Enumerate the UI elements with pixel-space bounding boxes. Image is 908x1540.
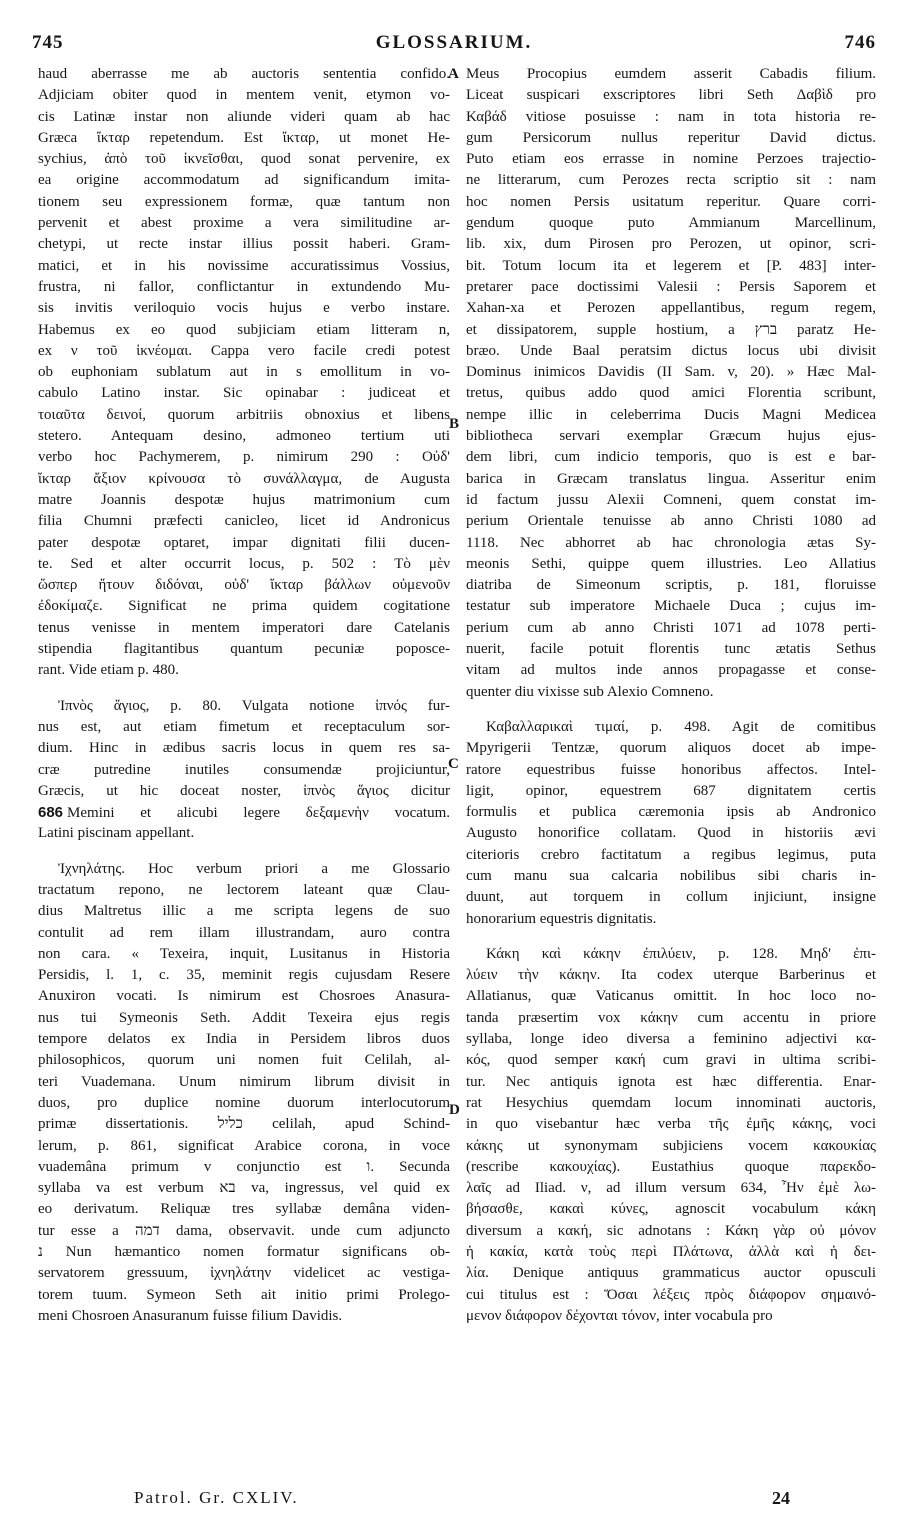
left-column-line: matre Joannis despotæ hujus matrimonium cum	[38, 491, 450, 508]
right-column-line: Καβάδ vitiose posuisse : nam in tota historia re-	[466, 108, 876, 125]
right-column-line: bit. Totum locum ita et legerem et [P. 483] inter-	[466, 257, 876, 274]
left-column-line: filia Chumni præfecti canicleo, licet id Andronicus	[38, 513, 450, 530]
left-column-line: nus est, aut etiam fimetum et receptaculum sor-	[38, 718, 450, 735]
left-column-line: teri Vuademana. Unum nimirum librum divisit in	[38, 1073, 450, 1090]
left-column-line: syllaba va est verbum בא va, ingressus, vel quid ex	[38, 1180, 450, 1197]
left-column-line: primæ dissertationis. כליל celilah, apud Schind-	[38, 1116, 450, 1133]
right-column-line: tur. Nec antiquis ignota est hæc differentia. Enar-	[466, 1073, 876, 1090]
left-column-line: rant. Vide etiam p. 480.	[38, 662, 179, 679]
paragraph-gap	[38, 682, 450, 696]
right-column-line: duunt, aut torquem in collum injiciunt, insigne	[466, 889, 876, 906]
right-column-line: hoc nomen Persis usitatum reperitur. Quare corri-	[466, 193, 876, 210]
left-column-line: cræ putredine inutiles consumendæ projiciuntur,	[38, 761, 450, 778]
left-column-line: Adjiciam obiter quod in mentem venit, etymon vo-	[38, 87, 450, 104]
left-column-line: dium. Hinc in ædibus sacris locus in quem res sa-	[38, 740, 450, 757]
right-column-line: Καβαλλαρικαὶ τιμαί, p. 498. Agit de comitibus	[486, 718, 876, 735]
left-column-line: dius Maltretus illic a me scripta legens de suo	[38, 903, 450, 920]
right-column-line: perium Orientale tenuisse ab anno Christi 1080 ad	[466, 513, 876, 530]
right-column-line: βήσασθε, κακαὶ κύνες, agnoscit vocabulum κάκη	[466, 1201, 876, 1218]
right-column-line: κάκης ut synonymam subjiciens vocem κακουκίας	[466, 1137, 876, 1154]
page-number-right: 746	[844, 32, 876, 53]
right-column-line: formulis et publica cæremonia ipsis ab Andronico	[466, 804, 876, 821]
left-column-line: ex ν τοῦ ἱκνέομαι. Cappa vero facile credi potest	[38, 342, 450, 359]
left-column-line: nus tui Symeonis Seth. Addit Texeira ejus regis	[38, 1009, 450, 1026]
right-column-line: ἡ κακία, κατὰ τοὺς περὶ Πλάτωνα, ἀλλὰ καὶ ἡ δει-	[466, 1244, 876, 1261]
left-column-line: eo derivatum. Reliquæ tres syllabæ demâna viden-	[38, 1201, 450, 1218]
left-column-line: verbo hoc Pachymerem, p. nimirum 290 : Οὐδ'	[38, 449, 450, 466]
right-column-line: et dissipatorem, supple hostium, a ברץ paratz He-	[466, 321, 876, 338]
right-column-line: Xahan-xa et Perozen appellantibus, regum regem,	[466, 300, 876, 317]
paragraph-gap	[38, 845, 450, 859]
right-column-line: quenter diu vixisse sub Alexio Comneno.	[466, 683, 714, 700]
right-column-line: λύειν τὴν κάκην. Ita codex uterque Barberinus et	[466, 967, 876, 984]
left-column-line: Græcis, ut hic doceat noster, ἰπνὸς ἅγιος dicitur	[38, 782, 450, 799]
right-column-line: λαῖς ad Iliad. ν, ad illum versum 634, Ἦν ἐμὲ λω-	[466, 1180, 876, 1197]
paragraph-gap	[466, 930, 876, 944]
right-column-line: ratore equestribus fuisse honoribus affectos. Intel-	[466, 761, 876, 778]
right-column-line: barica in Græcam translatus lingua. Asseritur enim	[466, 470, 876, 487]
left-column-line: stetero. Antequam desino, admoneo tertium uti	[38, 428, 450, 445]
left-column-line: tenus venisse in mentem imperatori dare Catelanis	[38, 619, 450, 636]
left-column-line: ἴκταρ ἄξιον κρίνουσα τὸ συνάλλαγμα, de Augusta	[38, 470, 450, 487]
right-column-line: nempe illic in celeberrima Ducis Magni Medicea	[466, 406, 876, 423]
right-column-line: in quo visebantur hæc verba τῆς ἐμῆς κάκης, voci	[466, 1116, 876, 1133]
right-column-line: diversum a κακή, sic adnotans : Κάκη γὰρ οὐ μόνον	[466, 1222, 876, 1239]
left-column-line: te. Sed et alter occurrit locus, p. 502 : Τὸ μὲν	[38, 555, 450, 572]
left-column-line: נ Nun hæmantico nomen formatur significans ob-	[38, 1244, 450, 1261]
right-column-line: rat Hesychius quemdam locum innominati auctoris,	[466, 1094, 876, 1111]
left-column-line: stipendia flagitantibus quantum pecuniæ poposce-	[38, 641, 450, 658]
left-column	[38, 64, 450, 1327]
margin-letter-a: A	[448, 66, 459, 82]
right-column-line: vitam ad multos inde annos propagasse et conse-	[466, 662, 876, 679]
right-column-line: pretarer pace doctissimi Valesii : Persis Saporem et	[466, 278, 876, 295]
left-column-line: matici, et in his novissime accuratissimus Vossius,	[38, 257, 450, 274]
right-column-line: 1118. Nec abhorret ab hac chronologia ætas Sy-	[466, 534, 876, 551]
left-column-line: cabulo Latino instar. Sic opinabar : judiceat et	[38, 385, 450, 402]
left-column-line: Ἰχνηλάτης. Hoc verbum priori a me Glossario	[58, 860, 450, 877]
right-column-line: κός, quod semper κακή cum gravi in ultima scribi-	[466, 1052, 876, 1069]
right-column-line: tanda præsertim vox κάκην cum accentu in priore	[466, 1009, 876, 1026]
left-column-line: vuademâna primum v conjunctio est ו. Secunda	[38, 1158, 450, 1175]
left-column-line: pervenit et abest proxime a vera similitudine ar-	[38, 215, 450, 232]
right-column-line: Mpyrigerii Tentzæ, quorum aliquos docet ab impe-	[466, 740, 876, 757]
left-column-line: contulit ad rem illam illustrandam, auro contra	[38, 924, 450, 941]
left-column-line: haud aberrasse me ab auctoris sententia confido.	[38, 66, 450, 82]
paragraph-gap	[466, 703, 876, 717]
right-column-line: bræo. Unde Baal peratsim dictus locus ubi divisit	[466, 342, 876, 359]
left-column-line: 686 Memini et alicubi legere δεξαμενὴν vocatum.	[38, 804, 450, 822]
running-head	[32, 32, 876, 62]
right-column-line: gendum quoque puto Ammianum Marcellinum,	[466, 215, 876, 232]
left-column-line: Græca ἴκταρ repetendum. Est ἴκταρ, ut monet He-	[38, 129, 450, 146]
right-column-line: Allatianus, quæ Vaticanus omittit. In hoc loco no-	[466, 988, 876, 1005]
right-column-line: bibliotheca servari exemplar Græcum hujus ejus-	[466, 428, 876, 445]
left-column-line: pater despotæ optaret, impar dignitati filii ducen-	[38, 534, 450, 551]
left-column-line: frustra, ni fallor, conflictantur in extundendo Mu-	[38, 278, 450, 295]
right-column-line: cum manu sua calcaria nobilibus sibi charis in-	[466, 867, 876, 884]
right-column-line: diatriba de Simeonum scriptis, p. 181, floruisse	[466, 577, 876, 594]
left-column-line: lerum, p. 861, significat Arabice corona, in voce	[38, 1137, 450, 1154]
right-column-line: nuerit, facile potuit florentis tunc ætatis Sethus	[466, 641, 876, 658]
left-column-line: philosophicos, quorum uni nomen fuit Celilah, al-	[38, 1052, 450, 1069]
right-column-line: cui titulus est : Ὅσαι λέξεις πρὸς διάφορον σημαινό-	[466, 1286, 876, 1303]
left-column-line: chetypi, ut recte instar illius possit haberi. Gram-	[38, 236, 450, 253]
footer-signature: 24	[772, 1488, 790, 1508]
right-column-line: gum Persicorum nullus reperitur David dictus.	[466, 129, 876, 146]
left-column-line: cis Latinæ instar non aliunde videri quam ab hac	[38, 108, 450, 125]
footer-series: Patrol. Gr. CXLIV.	[134, 1488, 299, 1507]
left-column-line: Habemus ex eo quod subjiciam etiam litteram n,	[38, 321, 450, 338]
right-column-line: ligit, opinor, equestrem 687 dignitatem certis	[466, 782, 876, 799]
left-column-line: Anuxiron vocati. Is nimirum est Chosroes Anasura-	[38, 988, 450, 1005]
right-column-line: citerioris crebro factitatum a regibus legimus, puta	[466, 846, 876, 863]
right-column-line: testatur sub imperatore Michaele Duca ; cujus im-	[466, 598, 876, 615]
right-column-line: Puto etiam eos errasse in nomine Perzoes trajectio-	[466, 151, 876, 168]
left-column-line: duos, pro duplice nomine duorum interlocutorum	[38, 1094, 450, 1111]
left-column-line: tur esse a דמה dama, observavit. unde cum adjuncto	[38, 1222, 450, 1239]
page-number-left: 745	[32, 32, 64, 53]
margin-letter-d: D	[449, 1102, 460, 1118]
right-column-line: meonis Sethi, quippe quem illustries. Leo Allatius	[466, 555, 876, 572]
right-column-line: Augusto honorifice collatam. Quod in historiis ævi	[466, 825, 876, 842]
margin-letter-b: B	[449, 416, 460, 432]
left-column-line: tractatum repono, ne lectorem lateant quæ Clau-	[38, 881, 450, 898]
margin-letter-c: C	[448, 756, 459, 772]
left-column-line: ἐδοκίμαζε. Significat ne prima quidem cogitatione	[38, 598, 450, 615]
left-column-line: sis invitis veriloquio vocis hujus e verbo instare.	[38, 300, 450, 317]
page-title: GLOSSARIUM.	[375, 32, 533, 53]
left-column-line: sychius, ἀπὸ τοῦ ἱκνεῖσθαι, quod sonat pervenire, ex	[38, 151, 450, 168]
right-column-line: Dominus inimicos Davidis (II Sam. v, 20). » Hæc Mal-	[466, 364, 876, 381]
right-column-line: Liceat suspicari exscriptores libri Seth Δαβὶδ pro	[466, 87, 876, 104]
left-column-line: ea origine accommodatum ad significandum imita-	[38, 172, 450, 189]
left-column-line: τοιαῦτα δεινοί, quorum arbitriis obnoxius et libens	[38, 406, 450, 423]
right-column-line: Κάκη καὶ κάκην ἐπιλύειν, p. 128. Μηδ' ἐπι-	[486, 945, 876, 962]
left-column-line: servatorem gressuum, ἰχνηλάτην videlicet ac vestiga-	[38, 1265, 450, 1282]
left-column-line: tionem seu expressionem formæ, quæ tantum non	[38, 193, 450, 210]
left-column-line: Latini piscinam appellant.	[38, 825, 195, 842]
right-column-line: lib. xix, dum Pirosen pro Perozen, ut opinor, scri-	[466, 236, 876, 253]
right-column	[466, 64, 876, 1327]
right-column-line: tretus, quibus addo quod amici Florentia scribunt,	[466, 385, 876, 402]
left-column-line: torem tuum. Symeon Seth ait initio primi Prolego-	[38, 1286, 450, 1303]
left-column-line: ob euphoniam sublatum aut in s emollitum in vo-	[38, 364, 450, 381]
right-column-line: dem libri, cum indicio temporis, quo is est e bar-	[466, 449, 876, 466]
left-column-line: meni Chosroen Anasuranum fuisse filium Davidis.	[38, 1307, 343, 1324]
left-column-line: Ἰπνὸς ἅγιος, p. 80. Vulgata notione ἰπνός fur-	[58, 697, 450, 714]
left-column-line: ὥσπερ ἤτουν διδόναι, οὐδ' ἴκταρ βάλλων οὐμενοῦν	[38, 577, 450, 594]
right-column-line: ne litterarum, cum Perozes recta scriptio sit : nam	[466, 172, 876, 189]
right-column-line: syllaba, longe ideo diversa a feminino adjectivi κα-	[466, 1031, 876, 1048]
left-column-line: non cara. « Texeira, inquit, Lusitanus in Historia	[38, 945, 450, 962]
right-column-line: id factum jussu Alexii Comneni, quem constat im-	[466, 491, 876, 508]
right-column-line: (rescribe κακουχίας). Eustathius quoque παρεκδο-	[466, 1158, 876, 1175]
right-column-line: Meus Procopius eumdem asserit Cabadis filium.	[466, 66, 876, 82]
right-column-line: honorarium equestris dignitatis.	[466, 910, 657, 927]
column-number: 686	[38, 804, 64, 822]
right-column-line: λία. Denique antiquus grammaticus auctor opusculi	[466, 1265, 876, 1282]
right-column-line: μενον διάφορον δέχονται τόνον, inter vocabula pro	[466, 1307, 773, 1324]
left-column-line: tempore delatos ex India in Persidem libros duos	[38, 1031, 450, 1048]
left-column-line: Persidis, l. 1, c. 35, meminit regis cujusdam Resere	[38, 967, 450, 984]
right-column-line: perium cum ab anno Christi 1071 ad 1078 perti-	[466, 619, 876, 636]
